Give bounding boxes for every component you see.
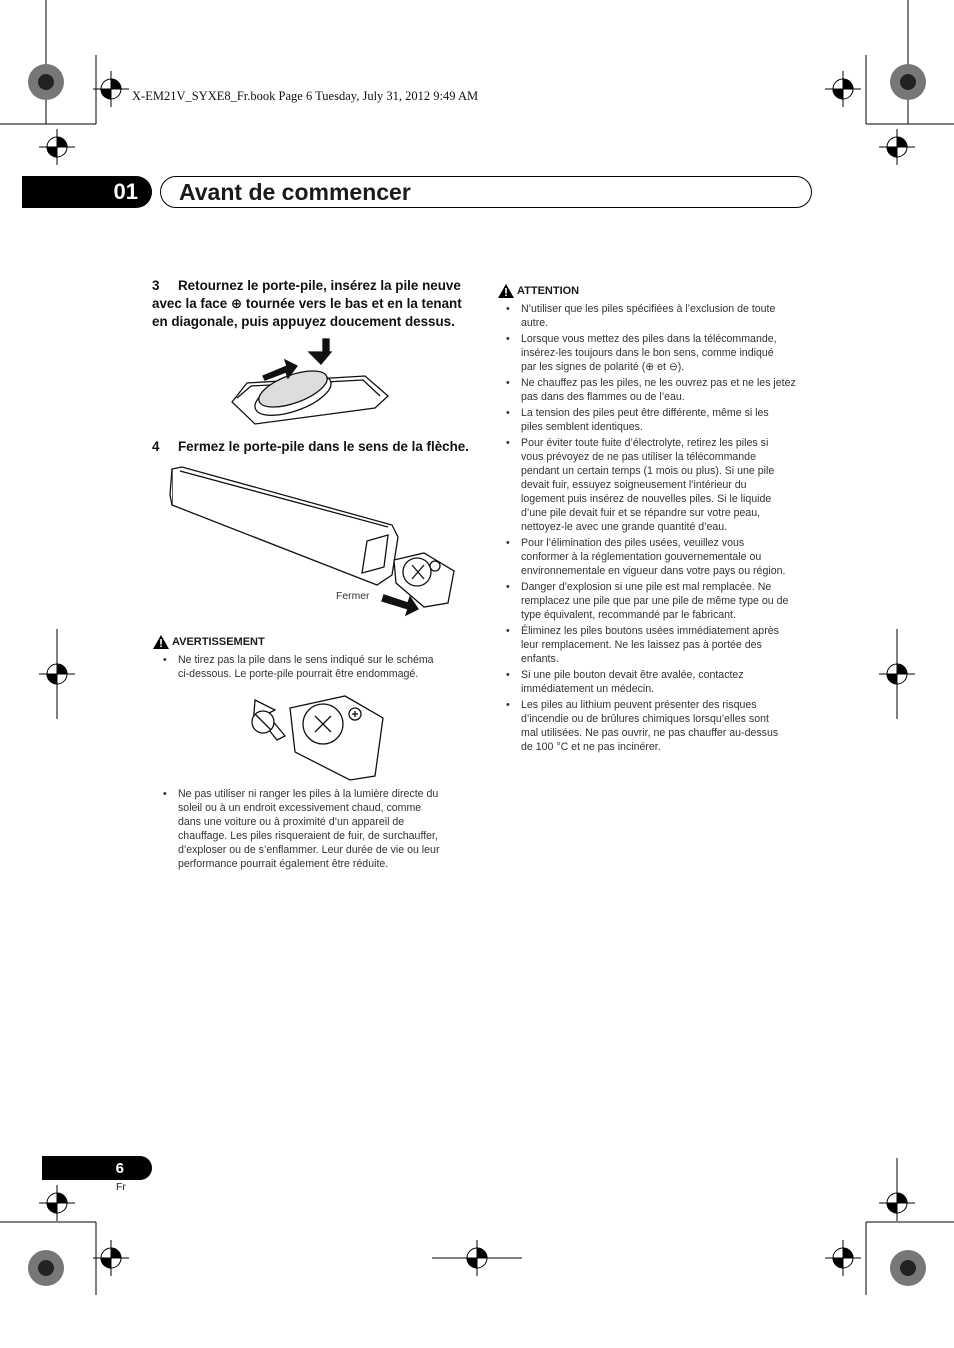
caution-heading bbox=[498, 284, 579, 298]
caution-item-line: pas dans des flammes ou de l’eau. bbox=[521, 391, 685, 403]
battery-pull-prohibited-illustration bbox=[235, 690, 395, 785]
warning-label: AVERTISSEMENT bbox=[172, 636, 265, 648]
caution-item-line: • Pour l’élimination des piles usées, veuillez vous bbox=[521, 537, 745, 549]
caution-label: ATTENTION bbox=[517, 285, 580, 297]
caution-item-line: • Si une pile bouton devait être avalée, contactez bbox=[521, 669, 744, 681]
warning-2-line-5: d’exploser ou de s’enflammer. Leur durée de vie ou leur bbox=[178, 844, 440, 856]
caution-item-line: devait fuir, essuyez soigneusement l’intérieur du bbox=[521, 479, 747, 491]
warning-triangle-icon bbox=[153, 635, 169, 649]
caution-item bbox=[500, 624, 820, 666]
print-file-line: X-EM21V_SYXE8_Fr.book Page 6 Tuesday, July 31, 2012 9:49 AM bbox=[132, 89, 479, 103]
caution-item-line: d’une pile devait fuir et se répandre sur votre peau, bbox=[521, 507, 761, 519]
warning-list-1 bbox=[157, 653, 477, 681]
warning-2-line-1: • Ne pas utiliser ni ranger les piles à la lumière directe du bbox=[178, 788, 439, 800]
warning-1-line-1: • Ne tirez pas la pile dans le sens indiqué sur le schéma bbox=[178, 654, 434, 666]
caution-item bbox=[500, 376, 820, 404]
caution-list bbox=[500, 302, 820, 754]
caution-item-line: • Éliminez les piles boutons usées immédiatement après bbox=[521, 625, 779, 637]
step-3-line-2b: tournée vers le bas et en la tenant bbox=[242, 296, 462, 311]
step-3-line-3: en diagonale, puis appuyez doucement dessus. bbox=[152, 314, 455, 329]
chapter-number-tab bbox=[22, 176, 152, 208]
step-3-line-1: Retournez le porte-pile, insérez la pile neuve bbox=[178, 278, 461, 293]
warning-list-2 bbox=[157, 787, 477, 871]
caution-item bbox=[500, 436, 820, 534]
warning-heading bbox=[153, 635, 265, 649]
language-code: Fr bbox=[116, 1181, 126, 1193]
plus-polarity-symbol: ⊕ bbox=[230, 296, 243, 311]
caution-item-line: conformer à la réglementation gouvernementale ou bbox=[521, 551, 762, 563]
caution-item-line: enfants. bbox=[521, 653, 559, 665]
caution-item-line: immédiatement un médecin. bbox=[521, 683, 655, 695]
caution-item-line: • Danger d’explosion si une pile est mal remplacée. Ne bbox=[521, 581, 772, 593]
caution-item bbox=[500, 302, 820, 330]
step-4-text: Fermez le porte-pile dans le sens de la flèche. bbox=[178, 439, 469, 454]
battery-insert-illustration bbox=[225, 336, 400, 428]
warning-2-line-4: chauffage. Les piles risqueraient de fuir, de surchauffer, bbox=[178, 830, 438, 842]
caution-item-line: nettoyez-le avec une grande quantité d’eau. bbox=[521, 521, 728, 533]
caution-item-line: • Les piles au lithium peuvent présenter des risques bbox=[521, 699, 757, 711]
caution-item-line: • La tension des piles peut être différente, même si les bbox=[521, 407, 769, 419]
caution-item-line: type équivalent, recommandé par le fabricant. bbox=[521, 609, 736, 621]
caution-item bbox=[500, 580, 820, 622]
caution-item bbox=[500, 406, 820, 434]
caution-item-line: remplacez une pile que par une pile de même type ou de bbox=[521, 595, 789, 607]
caution-item bbox=[500, 668, 820, 696]
step-3-number: 3 bbox=[152, 278, 160, 293]
caution-item-line: leur remplacement. Ne les laissez pas à portée des bbox=[521, 639, 762, 651]
caution-item bbox=[500, 698, 820, 754]
remote-close-illustration bbox=[162, 465, 462, 625]
step-4-number: 4 bbox=[152, 439, 160, 454]
list-item bbox=[157, 787, 477, 871]
caution-item-line: pendant un certain temps (1 mois ou plus). Si une pile bbox=[521, 465, 775, 477]
caution-item-line: mal utilisées. Ne pas ouvrir, ne pas chauffer au-dessus bbox=[521, 727, 779, 739]
fermer-caption: Fermer bbox=[336, 591, 370, 602]
caution-item-line: • Ne chauffez pas les piles, ne les ouvrez pas et ne les jetez bbox=[521, 377, 796, 389]
caution-item-line: piles semblent identiques. bbox=[521, 421, 643, 433]
warning-2-line-6: performance pourrait également être réduite. bbox=[178, 858, 389, 870]
step-4-instruction bbox=[152, 438, 482, 456]
chapter-title-box bbox=[160, 176, 812, 208]
caution-item-line: de 100 °C et ne pas incinérer. bbox=[521, 741, 661, 753]
caution-item-line: • Pour éviter toute fuite d’électrolyte, retirez les piles si bbox=[521, 437, 769, 449]
caution-item bbox=[500, 536, 820, 578]
caution-item-line: d’incendie ou de brûlures chimiques lorsqu’elles sont bbox=[521, 713, 769, 725]
caution-item-line: environnementale en vigueur dans votre pays ou région. bbox=[521, 565, 786, 577]
warning-triangle-icon bbox=[498, 284, 514, 298]
caution-item-line: • N’utiliser que les piles spécifiées à l’exclusion de toute bbox=[521, 303, 776, 315]
warning-2-line-3: dans une voiture ou à proximité d’un appareil de bbox=[178, 816, 405, 828]
caution-item-line: autre. bbox=[521, 317, 549, 329]
caution-item-line: • Lorsque vous mettez des piles dans la télécommande, bbox=[521, 333, 777, 345]
step-3-instruction bbox=[152, 277, 482, 331]
caution-item-line: par les signes de polarité (⊕ et ⊖). bbox=[521, 361, 685, 373]
warning-2-line-2: soleil ou à un endroit excessivement chaud, comme bbox=[178, 802, 422, 814]
page-number: 6 bbox=[115, 1159, 124, 1177]
caution-item-line: vous prévoyez de ne pas utiliser la télécommande bbox=[521, 451, 756, 463]
chapter-number: 01 bbox=[113, 179, 138, 204]
warning-1-line-2: ci-dessous. Le porte-pile pourrait être endommagé. bbox=[178, 668, 419, 680]
page-number-tab bbox=[42, 1156, 152, 1180]
caution-item-line: insérez-les toujours dans le bon sens, comme indiqué bbox=[521, 347, 774, 359]
list-item bbox=[157, 653, 477, 681]
caution-item bbox=[500, 332, 820, 374]
chapter-title: Avant de commencer bbox=[179, 178, 411, 205]
caution-item-line: logement puis insérez de nouvelles piles. Si le liquide bbox=[521, 493, 772, 505]
step-3-line-2a: avec la face bbox=[152, 296, 231, 311]
